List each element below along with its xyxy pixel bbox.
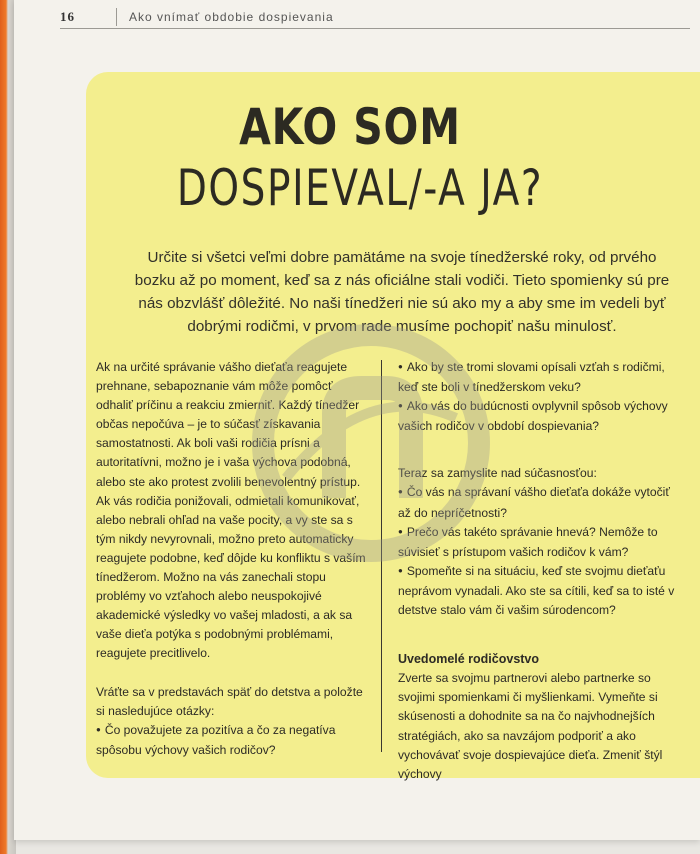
left-paragraph-1: Ak na určité správanie vášho dieťaťa reagujete prehnane, sebapoznanie vám môže pomôcť odhaliť príčinu a reakciu zmierniť. Každý tínedžer občas nepočúva – je to súčasť získavania samostatnosti. Ak boli vaši rodičia prísni a autoritatívni, možno je i vaša výchova podobná, alebo ste ako protest zvolili benevolentný prístup. Ak vás rodičia ponižovali, odmietali komunikovať, alebo nebrali ohľad na vaše pocity, a vy ste sa s tým nikdy nevyrovnali, možno preto automaticky reagujete podobne, keď dôjde ku konfliktu s vaším tínedžerom. Možno na vás zanechali stopu problémy vo vzťahoch alebo neuspokojivé akademické výsledky vo vašej mladosti, a ak sa vaše dieťa potýka s podobnými problémami, reagujete precitlivelo.: [96, 360, 366, 661]
column-divider: [381, 360, 382, 752]
page-header: [60, 6, 690, 29]
page-number: 16: [60, 9, 75, 24]
right-intro-2: Teraz sa zamyslite nad súčasnosťou:: [398, 466, 597, 481]
right-bullet-3: ● Čo vás na správaní vášho dieťaťa dokáže vytočiť až do nepríčetnosti?: [398, 483, 684, 522]
header-divider: [116, 8, 117, 26]
left-bullet-1: ● Čo považujete za pozitíva a čo za negatíva spôsobu výchovy vašich rodičov?: [96, 721, 368, 760]
intro-paragraph: Určite si všetci veľmi dobre pamätáme na svoje tínedžerské roky, od prvého bozku až po moment, keď sa z nás oficiálne stali vodiči. Tieto spomienky sú pre nás obzvlášť dôležité. No naši tínedžeri nie sú ako my a aby sme im vedeli byť dobrými rodičmi, v prvom rade musíme pochopiť našu minulosť.: [134, 249, 670, 335]
right-paragraph: Zverte sa svojmu partnerovi alebo partnerke so svojimi spomienkami či myšlienkami. Vymeňte si skúsenosti a dohodnite sa na čo najvhodnejších stratégiách, ako sa navzájom podporiť a ako vychovávať svoje dospievajúce dieťa. Zmeniť štýl výchovy: [398, 671, 663, 781]
right-bullet-2: ● Ako vás do budúcnosti ovplyvnil spôsob výchovy vašich rodičov v období dospievania?: [398, 397, 684, 436]
left-paragraph-2: Vráťte sa v predstavách späť do detstva a položte si nasledujúce otázky:: [96, 684, 363, 718]
title-line-1: AKO SOM: [239, 98, 461, 156]
right-bullet-5: ● Spomeňte si na situáciu, keď ste svojmu dieťaťu neprávom vynadali. Ako ste sa cítili, keď sa to isté v detstve stalo vám či vašim súrodencom?: [398, 562, 684, 620]
right-bullet-4: ● Prečo vás takéto správanie hnevá? Nemôže to súvisieť s prístupom vašich rodičov k vám?: [398, 523, 684, 562]
left-column: [96, 358, 368, 760]
running-title: Ako vnímať obdobie dospievania: [129, 10, 334, 24]
right-column: [398, 358, 684, 784]
right-subheading: Uvedomelé rodičovstvo: [398, 652, 540, 667]
title-line-2: DOSPIEVAL/-A JA?: [176, 159, 544, 217]
right-bullet-1: ● Ako by ste tromi slovami opísali vzťah s rodičmi, keď ste boli v tínedžerskom veku?: [398, 358, 684, 397]
